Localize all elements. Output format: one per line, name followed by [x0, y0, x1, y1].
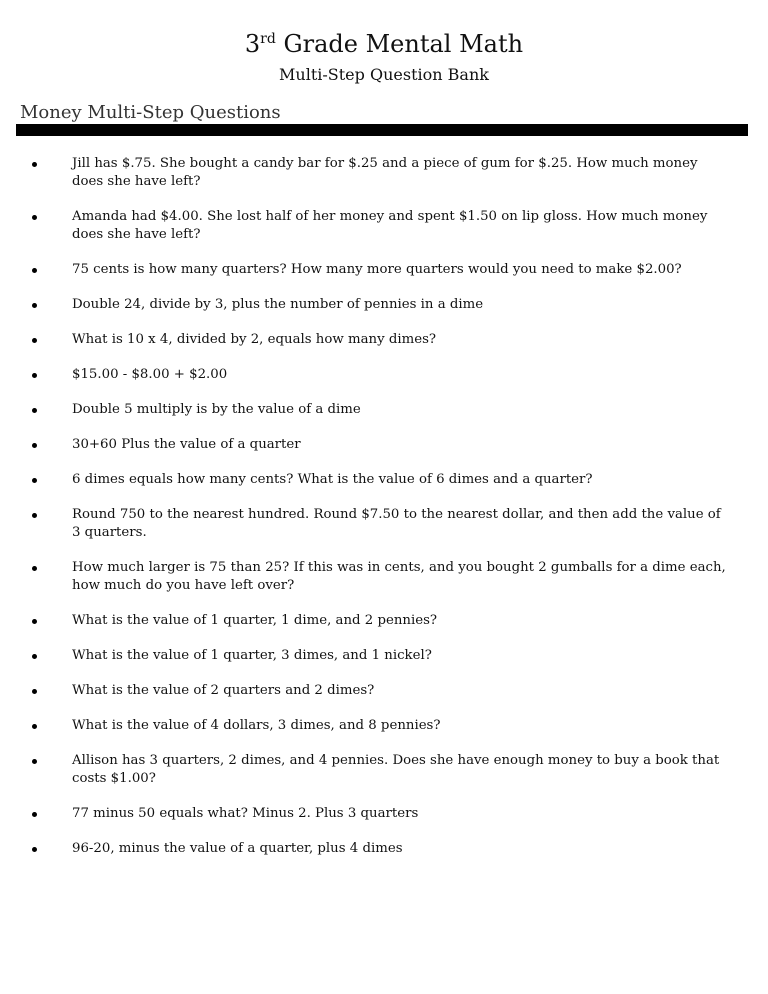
bullet-icon: [32, 654, 37, 659]
question-item: [0, 296, 768, 314]
question-text: Round 750 to the nearest hundred. Round $7.50 to the nearest dollar, and then add the value of 3 quarters.: [72, 507, 721, 540]
section-divider-bar: [16, 124, 748, 136]
bullet-icon: [32, 268, 37, 273]
question-text: 96-20, minus the value of a quarter, plus 4 dimes: [72, 841, 403, 856]
question-text: 6 dimes equals how many cents? What is the value of 6 dimes and a quarter?: [72, 472, 593, 487]
question-item: [0, 208, 768, 244]
bullet-icon: [32, 513, 37, 518]
bullet-icon: [32, 303, 37, 308]
question-item: [0, 752, 768, 788]
question-item: [0, 331, 768, 349]
title-text: Grade Mental Math: [275, 30, 524, 58]
title-ordinal-suffix: rd: [260, 31, 276, 47]
question-text: 77 minus 50 equals what? Minus 2. Plus 3 quarters: [72, 806, 419, 821]
bullet-icon: [32, 847, 37, 852]
bullet-icon: [32, 724, 37, 729]
question-text: What is the value of 1 quarter, 3 dimes, and 1 nickel?: [72, 648, 432, 663]
question-item: [0, 366, 768, 384]
question-text: Double 24, divide by 3, plus the number of pennies in a dime: [72, 297, 484, 312]
question-text: Double 5 multiply is by the value of a dime: [72, 402, 361, 417]
question-text: What is the value of 2 quarters and 2 dimes?: [72, 683, 375, 698]
section-title: Money Multi-Step Questions: [20, 102, 281, 123]
bullet-icon: [32, 338, 37, 343]
question-item: [0, 559, 768, 595]
bullet-icon: [32, 215, 37, 220]
question-text: Amanda had $4.00. She lost half of her money and spent $1.50 on lip gloss. How much money does she have left?: [72, 209, 708, 242]
question-item: [0, 682, 768, 700]
bullet-icon: [32, 373, 37, 378]
question-item: [0, 155, 768, 191]
question-list: [0, 155, 768, 875]
bullet-icon: [32, 408, 37, 413]
question-text: What is the value of 4 dollars, 3 dimes, and 8 pennies?: [72, 718, 441, 733]
bullet-icon: [32, 443, 37, 448]
question-item: [0, 840, 768, 858]
question-text: What is the value of 1 quarter, 1 dime, and 2 pennies?: [72, 613, 438, 628]
question-text: Allison has 3 quarters, 2 dimes, and 4 pennies. Does she have enough money to buy a book that costs $1.00?: [72, 753, 720, 786]
bullet-icon: [32, 689, 37, 694]
bullet-icon: [32, 619, 37, 624]
title-number: 3: [244, 30, 261, 58]
page-header: [0, 28, 768, 86]
question-item: [0, 506, 768, 542]
page-title: [0, 28, 768, 60]
question-text: 30+60 Plus the value of a quarter: [72, 437, 301, 452]
question-item: [0, 401, 768, 419]
question-text: Jill has $.75. She bought a candy bar for $.25 and a piece of gum for $.25. How much money does she have left?: [72, 156, 698, 189]
question-item: [0, 612, 768, 630]
question-item: [0, 436, 768, 454]
bullet-icon: [32, 162, 37, 167]
bullet-icon: [32, 566, 37, 571]
question-text: $15.00 - $8.00 + $2.00: [72, 367, 228, 382]
question-item: [0, 805, 768, 823]
page-subtitle: Multi-Step Question Bank: [279, 65, 489, 84]
question-text: 75 cents is how many quarters? How many more quarters would you need to make $2.00?: [72, 262, 682, 277]
question-item: [0, 261, 768, 279]
bullet-icon: [32, 812, 37, 817]
question-text: How much larger is 75 than 25? If this was in cents, and you bought 2 gumballs for a dime each, how much do you have left over?: [72, 560, 726, 593]
question-item: [0, 717, 768, 735]
question-item: [0, 647, 768, 665]
bullet-icon: [32, 759, 37, 764]
question-item: [0, 471, 768, 489]
bullet-icon: [32, 478, 37, 483]
question-text: What is 10 x 4, divided by 2, equals how many dimes?: [72, 332, 437, 347]
